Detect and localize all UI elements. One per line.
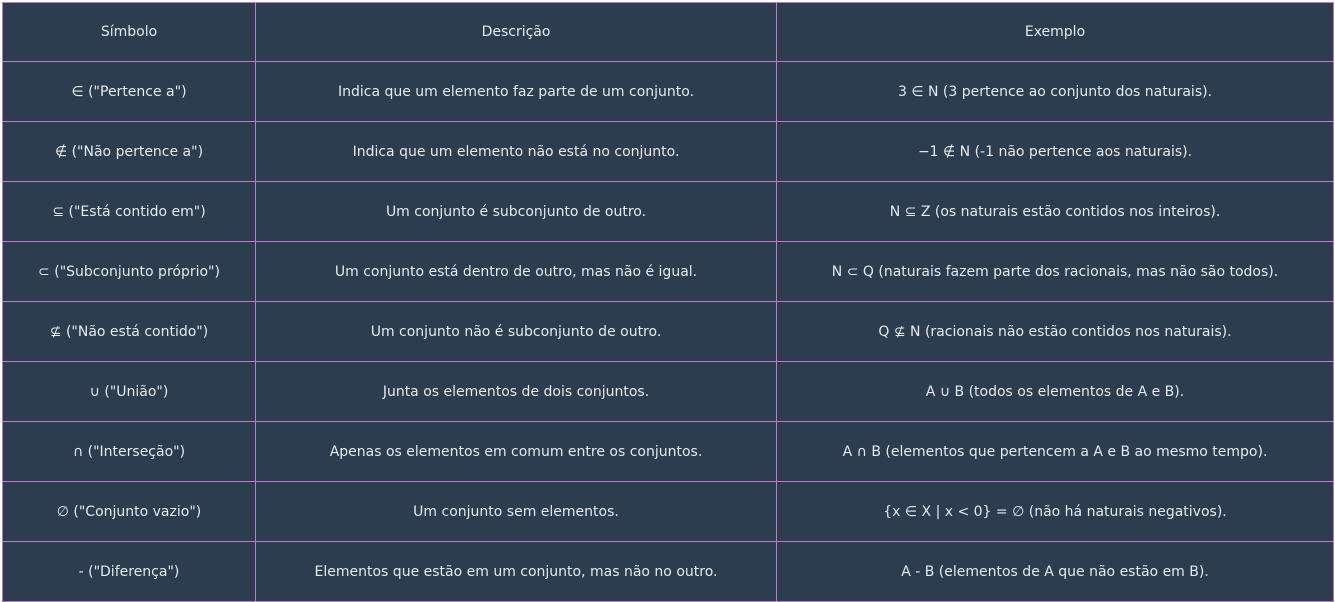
- table-row: [3, 422, 1334, 482]
- cell-description: Um conjunto sem elementos.: [256, 482, 777, 542]
- table-header: [3, 3, 1334, 62]
- set-symbols-table-container: [2, 2, 1333, 595]
- cell-description: Elementos que estão em um conjunto, mas não no outro.: [256, 542, 777, 602]
- header-row: [3, 3, 1334, 62]
- cell-description: Um conjunto está dentro de outro, mas não é igual.: [256, 242, 777, 302]
- cell-description: Apenas os elementos em comum entre os conjuntos.: [256, 422, 777, 482]
- table-row: [3, 182, 1334, 242]
- header-description: Descrição: [256, 3, 777, 62]
- cell-example: A ∪ B (todos os elementos de A e B).: [777, 362, 1334, 422]
- cell-symbol: ⊆ ("Está contido em"): [3, 182, 256, 242]
- cell-example: A - B (elementos de A que não estão em B).: [777, 542, 1334, 602]
- cell-symbol: ∉ ("Não pertence a"): [3, 122, 256, 182]
- cell-example: {x ∈ X | x < 0} = ∅ (não há naturais negativos).: [777, 482, 1334, 542]
- cell-example: A ∩ B (elementos que pertencem a A e B ao mesmo tempo).: [777, 422, 1334, 482]
- cell-symbol: ∪ ("União"): [3, 362, 256, 422]
- table-row: [3, 302, 1334, 362]
- table-row: [3, 242, 1334, 302]
- set-symbols-table: [2, 2, 1334, 602]
- cell-example: 3 ∈ N (3 pertence ao conjunto dos naturais).: [777, 62, 1334, 122]
- table-row: [3, 542, 1334, 602]
- table-body: [3, 62, 1334, 602]
- table-row: [3, 122, 1334, 182]
- cell-example: Q ⊈ N (racionais não estão contidos nos naturais).: [777, 302, 1334, 362]
- cell-description: Indica que um elemento não está no conjunto.: [256, 122, 777, 182]
- cell-symbol: ∩ ("Interseção"): [3, 422, 256, 482]
- table-row: [3, 362, 1334, 422]
- cell-description: Um conjunto não é subconjunto de outro.: [256, 302, 777, 362]
- cell-example: N ⊂ Q (naturais fazem parte dos racionais, mas não são todos).: [777, 242, 1334, 302]
- cell-symbol: ∅ ("Conjunto vazio"): [3, 482, 256, 542]
- cell-description: Um conjunto é subconjunto de outro.: [256, 182, 777, 242]
- header-example: Exemplo: [777, 3, 1334, 62]
- cell-symbol: ∈ ("Pertence a"): [3, 62, 256, 122]
- cell-symbol: ⊂ ("Subconjunto próprio"): [3, 242, 256, 302]
- header-symbol: Símbolo: [3, 3, 256, 62]
- cell-example: −1 ∉ N (-1 não pertence aos naturais).: [777, 122, 1334, 182]
- table-row: [3, 62, 1334, 122]
- cell-description: Indica que um elemento faz parte de um conjunto.: [256, 62, 777, 122]
- cell-example: N ⊆ Z (os naturais estão contidos nos inteiros).: [777, 182, 1334, 242]
- cell-symbol: - ("Diferença"): [3, 542, 256, 602]
- cell-description: Junta os elementos de dois conjuntos.: [256, 362, 777, 422]
- table-row: [3, 482, 1334, 542]
- cell-symbol: ⊈ ("Não está contido"): [3, 302, 256, 362]
